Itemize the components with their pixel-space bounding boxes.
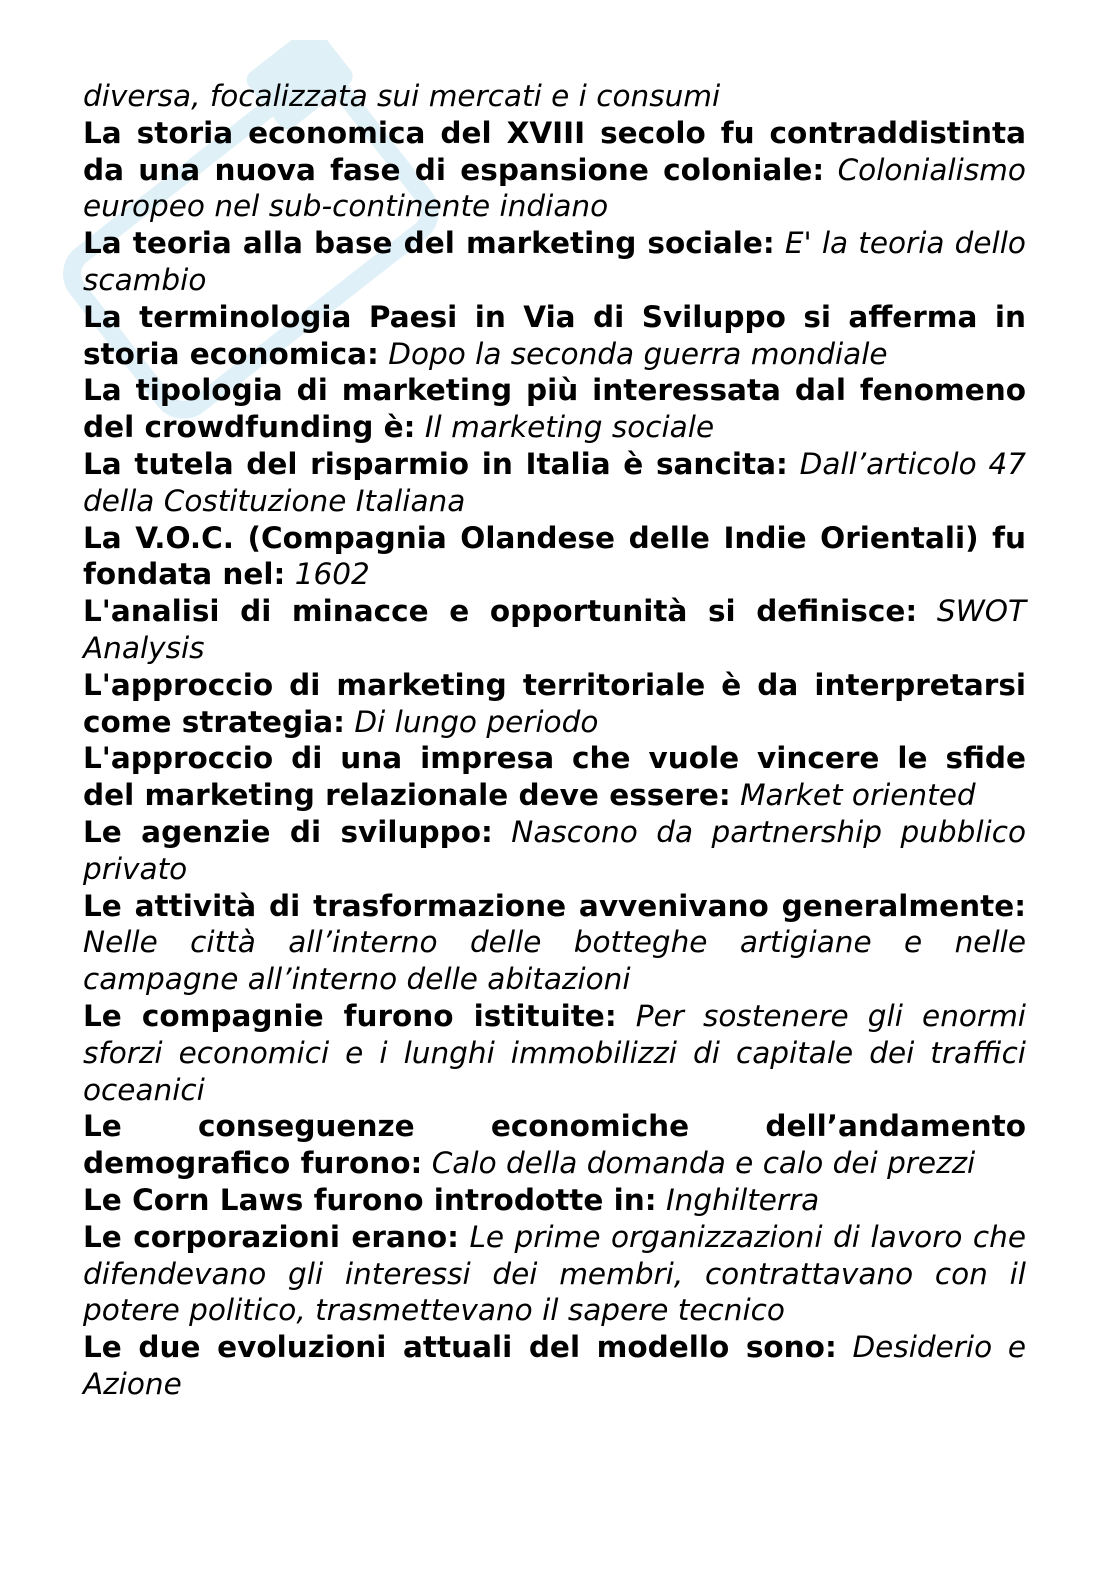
qa-entry [83,667,1026,741]
answer-text: E' la teoria dello scambio [83,226,1026,297]
question-text: Le corporazioni erano: [83,1219,459,1254]
qa-entry [83,1108,1026,1182]
document-page [83,78,1026,1403]
question-text: Le compagnie furono istituite: [83,998,617,1033]
answer-text: Inghilterra [665,1182,820,1217]
question-text: La tutela del risparmio in Italia è sancita: [83,446,788,481]
answer-text: SWOT Analysis [83,594,1026,665]
question-text: La tipologia di marketing più interessata dal fenomeno del crowdfunding è: [83,373,1026,445]
answer-text: Colonialismo europeo nel sub-continente indiano [83,152,1026,224]
qa-entry [83,593,1026,667]
qa-entry [83,814,1026,888]
question-text: Le agenzie di sviluppo: [83,814,493,849]
qa-entry [83,1329,1026,1403]
intro-line [83,78,1026,115]
answer-text: Le prime organizzazioni di lavoro che difendevano gli interessi dei membri, contrattavano con il potere politico, trasmettevano il sapere tecnico [83,1219,1026,1328]
qa-entry [83,998,1026,1108]
question-text: L'analisi di minacce e opportunità si definisce: [83,594,918,629]
answer-text: Nelle città all’interno delle botteghe artigiane e nelle campagne all’interno delle abitazioni [83,925,1026,997]
question-text: La V.O.C. (Compagnia Olandese delle Indie Orientali) fu fondata nel: [83,520,1026,592]
qa-entry [83,225,1026,299]
answer-text: Calo della domanda e calo dei prezzi [431,1146,976,1181]
answer-text: Desiderio e Azione [83,1330,1026,1401]
question-text: La terminologia Paesi in Via di Sviluppo si afferma in storia economica: [83,299,1026,371]
qa-list [83,115,1026,1403]
qa-entry [83,299,1026,373]
question-text: L'approccio di una impresa che vuole vincere le sfide del marketing relazionale deve essere: [83,741,1026,813]
question-text: La teoria alla base del marketing sociale: [83,226,775,261]
qa-entry [83,520,1026,594]
answer-text: Di lungo periodo [354,704,599,739]
qa-entry [83,1182,1026,1219]
qa-entry [83,740,1026,814]
answer-text: Dopo la seconda guerra mondiale [388,336,888,371]
qa-entry [83,115,1026,225]
qa-entry [83,446,1026,520]
answer-text: Market oriented [740,778,976,813]
answer-text: 1602 [294,557,370,592]
qa-entry [83,888,1026,998]
intro-answer: diversa, focalizzata sui mercati e i consumi [83,79,721,113]
answer-text: Per sostenere gli enormi sforzi economici e i lunghi immobilizzi di capitale dei traffici oceanici [83,998,1026,1107]
question-text: La storia economica del XVIII secolo fu contraddistinta da una nuova fase di espansione coloniale: [83,115,1026,187]
question-text: Le due evoluzioni attuali del modello sono: [83,1330,837,1365]
question-text: Le Corn Laws furono introdotte in: [83,1182,657,1217]
question-text: Le conseguenze economiche dell’andamento demografico furono: [83,1109,1026,1181]
answer-text: Dall’articolo 47 della Costituzione Italiana [83,446,1026,518]
answer-text: Il marketing sociale [424,410,715,445]
qa-entry [83,372,1026,446]
question-text: L'approccio di marketing territoriale è da interpretarsi come strategia: [83,667,1026,739]
question-text: Le attività di trasformazione avvenivano generalmente: [83,888,1026,923]
qa-entry [83,1219,1026,1329]
answer-text: Nascono da partnership pubblico privato [83,814,1026,886]
